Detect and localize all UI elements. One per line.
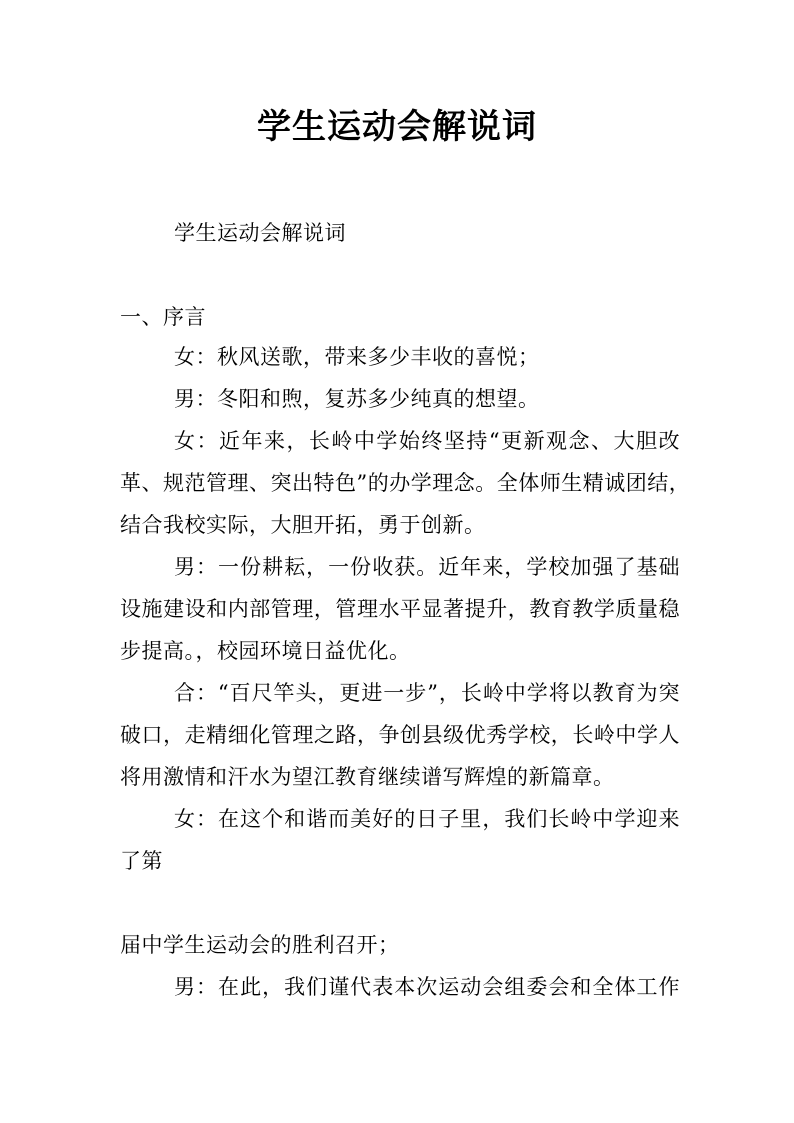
text-line: 设施建设和内部管理，管理水平显著提升，教育教学质量稳 — [120, 597, 680, 621]
document-subtitle: 学生运动会解说词 — [174, 221, 346, 245]
text-line: 女：秋风送歌，带来多少丰收的喜悦； — [174, 345, 540, 369]
text-line: 合：“百尺竿头，更进一步”，长岭中学将以教育为突 — [174, 681, 680, 705]
text-line: 结合我校实际，大胆开拓，勇于创新。 — [120, 513, 486, 537]
text-line: 步提高。，校园环境日益优化。 — [120, 639, 411, 663]
text-line: 男：在此，我们谨代表本次运动会组委会和全体工作 — [174, 975, 680, 999]
text-line: 男：一份耕耘，一份收获。近年来，学校加强了基础 — [174, 555, 680, 579]
text-line: 了第 — [120, 849, 163, 873]
text-line: 破口，走精细化管理之路，争创县级优秀学校，长岭中学人 — [120, 723, 680, 747]
section-heading: 一、序言 — [120, 305, 206, 329]
text-line: 革、规范管理、突出特色”的办学理念。全体师生精诚团结， — [120, 471, 691, 495]
text-line: 女：在这个和谐而美好的日子里，我们长岭中学迎来 — [174, 807, 680, 831]
text-line: 男：冬阳和煦，复苏多少纯真的想望。 — [174, 387, 540, 411]
text-line: 届中学生运动会的胜利召开； — [120, 933, 400, 957]
text-line: 女：近年来，长岭中学始终坚持“更新观念、大胆改 — [174, 429, 680, 453]
text-line: 将用激情和汗水为望江教育继续谱写辉煌的新篇章。 — [120, 765, 615, 789]
document-title: 学生运动会解说词 — [257, 107, 537, 147]
